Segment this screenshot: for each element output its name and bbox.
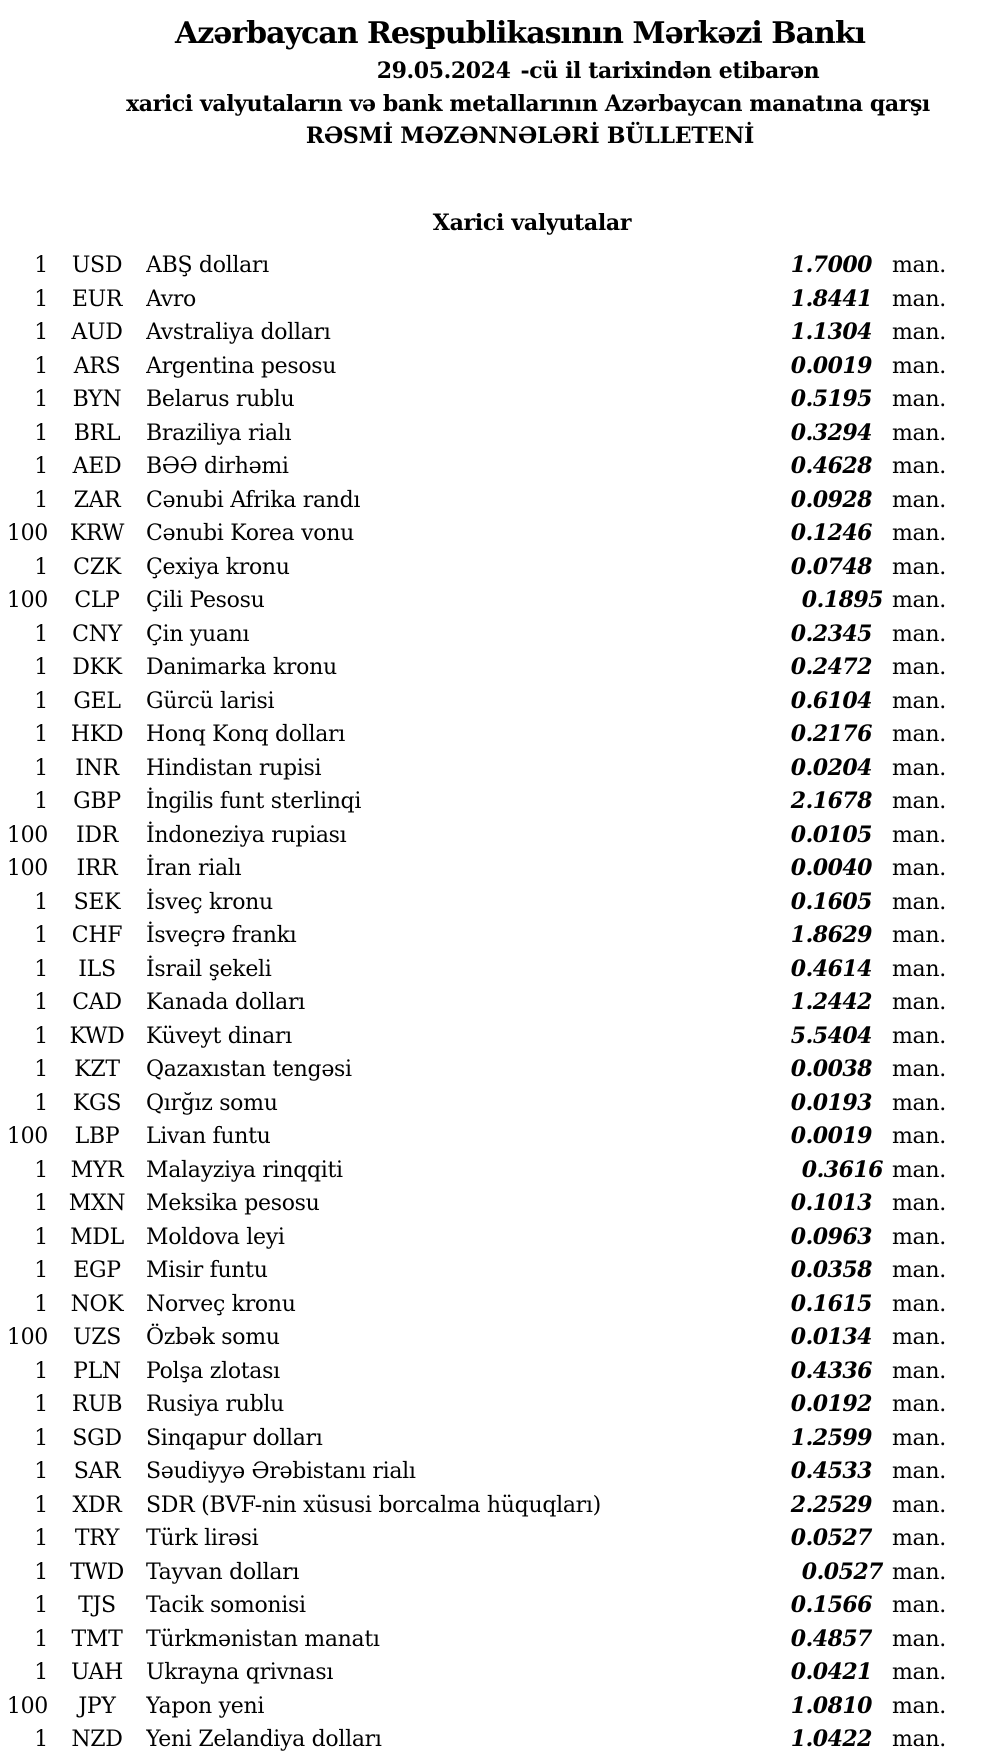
- currency-name: İsveç kronu: [146, 889, 273, 915]
- nominal: 1: [34, 1291, 48, 1317]
- rate-value: 0.0928: [790, 486, 872, 513]
- currency-name: Malayziya rinqqiti: [146, 1157, 343, 1183]
- rate-row: [0, 1455, 1000, 1489]
- nominal: 1: [34, 889, 48, 915]
- rate-unit: man.: [892, 655, 946, 680]
- currency-code: KZT: [74, 1057, 120, 1082]
- rate-row: [0, 1522, 1000, 1556]
- rate-unit: man.: [892, 956, 946, 982]
- nominal: 100: [6, 588, 48, 613]
- rate-value: 0.1013: [790, 1190, 872, 1216]
- currency-name: Meksika pesosu: [146, 1191, 320, 1216]
- rate-row: [0, 1254, 1000, 1288]
- rate-unit: man.: [892, 487, 946, 513]
- nominal: 100: [6, 822, 48, 848]
- currency-name: Türkmənistan manatı: [146, 1626, 380, 1652]
- currency-code: EUR: [71, 286, 123, 312]
- exchange-rates-table: [0, 249, 1000, 1757]
- currency-name: ABŞ dolları: [146, 253, 269, 278]
- rate-value: 0.3616: [801, 1156, 883, 1183]
- rate-unit: man.: [892, 1660, 946, 1685]
- rate-value: 1.7000: [790, 252, 872, 278]
- currency-code: USD: [71, 253, 123, 278]
- currency-code: JPY: [78, 1693, 116, 1719]
- rate-row: [0, 249, 1000, 283]
- currency-code: RUB: [71, 1392, 123, 1417]
- rate-row: [0, 1154, 1000, 1188]
- currency-name: İngilis funt sterlinqi: [146, 789, 362, 814]
- currency-code: XDR: [72, 1492, 122, 1518]
- rate-unit: man.: [892, 822, 946, 848]
- rate-row: [0, 1087, 1000, 1121]
- rate-value: 0.0204: [790, 754, 872, 781]
- currency-name: Türk lirəsi: [146, 1526, 259, 1551]
- currency-code: SAR: [73, 1459, 121, 1484]
- rate-row: [0, 1556, 1000, 1590]
- currency-code: MDL: [70, 1224, 124, 1250]
- currency-code: BYN: [72, 387, 122, 412]
- rate-row: [0, 919, 1000, 953]
- nominal: 1: [34, 286, 48, 312]
- rate-unit: man.: [892, 1693, 946, 1719]
- currency-code: TJS: [78, 1593, 116, 1618]
- rate-unit: man.: [892, 1492, 946, 1518]
- rate-value: 0.0019: [790, 352, 872, 379]
- currency-name: Yapon yeni: [146, 1693, 265, 1719]
- currency-code: UZS: [73, 1325, 121, 1350]
- rate-row: [0, 986, 1000, 1020]
- rate-value: 0.4614: [790, 955, 872, 982]
- rate-value: 1.2442: [790, 989, 872, 1015]
- rate-row: [0, 819, 1000, 853]
- rate-value: 1.2599: [790, 1424, 872, 1451]
- currency-name: İran rialı: [146, 856, 242, 881]
- rate-value: 0.1246: [790, 520, 872, 546]
- section-title-foreign-currencies: Xarici valyutalar: [432, 210, 632, 236]
- rate-value: 0.2345: [790, 620, 872, 647]
- currency-code: PLN: [73, 1358, 121, 1384]
- currency-name: Tayvan dolları: [146, 1559, 300, 1585]
- rate-unit: man.: [892, 320, 946, 345]
- nominal: 100: [6, 1124, 48, 1149]
- nominal: 1: [34, 420, 48, 446]
- nominal: 1: [34, 1526, 48, 1551]
- rate-value: 0.0105: [790, 821, 872, 848]
- currency-code: TRY: [74, 1526, 120, 1551]
- rate-unit: man.: [892, 1291, 946, 1317]
- rate-row: [0, 1120, 1000, 1154]
- rate-value: 1.8441: [790, 285, 872, 312]
- rate-unit: man.: [892, 1057, 946, 1082]
- currency-code: MYR: [70, 1157, 124, 1183]
- rate-unit: man.: [892, 521, 946, 546]
- currency-code: KRW: [69, 521, 125, 546]
- currency-name: İndoneziya rupiası: [146, 822, 347, 848]
- rate-unit: man.: [892, 1325, 946, 1350]
- rate-value: 2.1678: [790, 788, 872, 814]
- nominal: 1: [34, 253, 48, 278]
- rate-unit: man.: [892, 1593, 946, 1618]
- currency-name: BƏƏ dirhəmi: [146, 454, 289, 479]
- rate-unit: man.: [892, 454, 946, 479]
- rate-value: 0.4533: [790, 1458, 872, 1484]
- rate-row: [0, 718, 1000, 752]
- currency-code: IDR: [76, 822, 118, 848]
- rate-row: [0, 551, 1000, 585]
- nominal: 1: [34, 1358, 48, 1384]
- nominal: 1: [34, 1258, 48, 1283]
- nominal: 1: [34, 1660, 48, 1685]
- rate-unit: man.: [892, 688, 946, 714]
- currency-code: EGP: [73, 1258, 121, 1283]
- nominal: 1: [34, 320, 48, 345]
- rate-value: 5.5404: [790, 1022, 872, 1049]
- rate-value: 0.0192: [790, 1391, 872, 1417]
- currency-name: Ukrayna qrivnası: [146, 1660, 334, 1685]
- rate-value: 0.0038: [790, 1056, 872, 1082]
- currency-name: Avro: [146, 286, 196, 312]
- rate-unit: man.: [892, 353, 946, 379]
- rate-row: [0, 417, 1000, 451]
- currency-code: CHF: [71, 923, 123, 948]
- rate-value: 0.6104: [790, 687, 872, 714]
- currency-code: BRL: [73, 420, 121, 446]
- currency-code: CNY: [72, 621, 122, 647]
- rate-row: [0, 1288, 1000, 1322]
- nominal: 1: [34, 1023, 48, 1049]
- currency-code: ARS: [73, 353, 121, 379]
- rate-value: 0.0421: [790, 1659, 872, 1685]
- rate-value: 0.4628: [790, 453, 872, 479]
- nominal: 1: [34, 990, 48, 1015]
- currency-name: Çin yuanı: [146, 621, 250, 647]
- rate-row: [0, 584, 1000, 618]
- currency-code: IRR: [76, 856, 118, 881]
- rate-row: [0, 953, 1000, 987]
- rate-unit: man.: [892, 1626, 946, 1652]
- bank-name-title: Azərbaycan Respublikasının Mərkəzi Bankı: [174, 16, 866, 51]
- nominal: 1: [34, 1593, 48, 1618]
- rate-row: [0, 1355, 1000, 1389]
- currency-name: Polşa zlotası: [146, 1358, 280, 1384]
- rate-row: [0, 618, 1000, 652]
- rate-unit: man.: [892, 1425, 946, 1451]
- currency-code: HKD: [70, 722, 124, 747]
- nominal: 1: [34, 1459, 48, 1484]
- rate-unit: man.: [892, 621, 946, 647]
- rate-unit: man.: [892, 387, 946, 412]
- currency-code: GEL: [73, 688, 121, 714]
- rate-unit: man.: [892, 1224, 946, 1250]
- rate-value: 0.4336: [790, 1357, 872, 1384]
- rate-unit: man.: [892, 1157, 946, 1183]
- nominal: 1: [34, 956, 48, 982]
- currency-code: SGD: [72, 1425, 122, 1451]
- nominal: 1: [34, 1157, 48, 1183]
- nominal: 1: [34, 1057, 48, 1082]
- nominal: 1: [34, 1727, 48, 1752]
- currency-code: KWD: [69, 1023, 125, 1049]
- currency-name: Çexiya kronu: [146, 554, 290, 580]
- rate-unit: man.: [892, 1258, 946, 1283]
- rate-value: 0.3294: [790, 419, 872, 446]
- currency-name: Braziliya rialı: [146, 420, 292, 446]
- currency-code: UAH: [70, 1660, 124, 1685]
- nominal: 1: [34, 1492, 48, 1518]
- rate-row: [0, 1221, 1000, 1255]
- rate-value: 0.0527: [790, 1525, 872, 1551]
- rate-row: [0, 484, 1000, 518]
- currency-name: Cənubi Afrika randı: [146, 487, 361, 513]
- nominal: 1: [34, 1559, 48, 1585]
- rate-row: [0, 450, 1000, 484]
- rate-row: [0, 651, 1000, 685]
- currency-code: MXN: [68, 1191, 126, 1216]
- rate-row: [0, 1020, 1000, 1054]
- nominal: 1: [34, 1626, 48, 1652]
- nominal: 100: [6, 521, 48, 546]
- rate-value: 0.1566: [790, 1592, 872, 1618]
- rate-row: [0, 785, 1000, 819]
- rate-value: 0.0040: [790, 855, 872, 881]
- rate-unit: man.: [892, 420, 946, 446]
- currency-name: Argentina pesosu: [146, 353, 337, 379]
- currency-name: Kanada dolları: [146, 990, 305, 1015]
- currency-name: Küveyt dinarı: [146, 1023, 292, 1049]
- currency-name: Yeni Zelandiya dolları: [146, 1727, 382, 1752]
- currency-name: Misir funtu: [146, 1258, 268, 1283]
- currency-code: SEK: [73, 889, 121, 915]
- bulletin-subtitle: xarici valyutaların və bank metallarının Azərbaycan manatına qarşı: [126, 91, 930, 117]
- rate-unit: man.: [892, 253, 946, 278]
- currency-name: Norveç kronu: [146, 1291, 296, 1317]
- currency-code: INR: [75, 755, 119, 781]
- rate-unit: man.: [892, 1392, 946, 1417]
- rate-row: [0, 517, 1000, 551]
- nominal: 100: [6, 1693, 48, 1719]
- nominal: 1: [34, 1392, 48, 1417]
- rate-unit: man.: [892, 1459, 946, 1484]
- rate-unit: man.: [892, 1191, 946, 1216]
- rate-value: 0.4857: [790, 1625, 872, 1652]
- currency-code: KGS: [72, 1090, 122, 1116]
- currency-name: Rusiya rublu: [146, 1392, 284, 1417]
- currency-code: CZK: [73, 554, 121, 580]
- rate-unit: man.: [892, 856, 946, 881]
- currency-code: ILS: [78, 956, 116, 982]
- rate-value: 0.2176: [790, 721, 872, 747]
- nominal: 1: [34, 621, 48, 647]
- currency-name: Sinqapur dolları: [146, 1425, 323, 1451]
- currency-code: CLP: [74, 588, 120, 613]
- rate-value: 0.1895: [801, 587, 883, 613]
- rate-value: 1.0810: [790, 1692, 872, 1719]
- currency-name: Moldova leyi: [146, 1224, 285, 1250]
- rate-unit: man.: [892, 1023, 946, 1049]
- rate-unit: man.: [892, 1727, 946, 1752]
- rate-value: 0.0748: [790, 553, 872, 580]
- rate-value: 1.8629: [790, 922, 872, 948]
- nominal: 1: [34, 1224, 48, 1250]
- nominal: 1: [34, 655, 48, 680]
- rate-value: 0.0134: [790, 1324, 872, 1350]
- nominal: 1: [34, 688, 48, 714]
- currency-code: GBP: [73, 789, 121, 814]
- rate-unit: man.: [892, 588, 946, 613]
- rate-value: 0.0019: [790, 1123, 872, 1149]
- nominal: 100: [6, 1325, 48, 1350]
- effective-date: 29.05.2024: [376, 58, 511, 84]
- rate-row: [0, 1690, 1000, 1724]
- rate-row: [0, 350, 1000, 384]
- rate-unit: man.: [892, 1358, 946, 1384]
- currency-name: Səudiyyə Ərəbistanı rialı: [146, 1459, 416, 1484]
- nominal: 1: [34, 554, 48, 580]
- nominal: 1: [34, 353, 48, 379]
- currency-code: TWD: [69, 1559, 125, 1585]
- rate-unit: man.: [892, 789, 946, 814]
- currency-code: DKK: [72, 655, 122, 680]
- currency-name: Belarus rublu: [146, 387, 295, 412]
- rate-unit: man.: [892, 889, 946, 915]
- currency-name: Çili Pesosu: [146, 588, 265, 613]
- rate-value: 0.0527: [801, 1558, 883, 1585]
- rate-value: 0.0358: [790, 1257, 872, 1283]
- rate-value: 0.0193: [790, 1089, 872, 1116]
- rate-row: [0, 752, 1000, 786]
- currency-code: ZAR: [73, 487, 121, 513]
- currency-name: Avstraliya dolları: [146, 320, 331, 345]
- rate-row: [0, 283, 1000, 317]
- rate-row: [0, 1656, 1000, 1690]
- bulletin-title: RƏSMİ MƏZƏNNƏLƏRİ BÜLLETENİ: [305, 123, 755, 149]
- currency-name: İsveçrə frankı: [146, 923, 297, 948]
- currency-code: TMT: [71, 1626, 123, 1652]
- currency-name: Honq Konq dolları: [146, 722, 345, 747]
- rate-unit: man.: [892, 1124, 946, 1149]
- rate-row: [0, 1589, 1000, 1623]
- rate-row: [0, 316, 1000, 350]
- rate-row: [0, 1053, 1000, 1087]
- rate-value: 0.0963: [790, 1223, 872, 1250]
- currency-name: Danimarka kronu: [146, 655, 337, 680]
- rate-unit: man.: [892, 755, 946, 781]
- rate-value: 0.1605: [790, 888, 872, 915]
- currency-code: NOK: [70, 1291, 124, 1317]
- rate-unit: man.: [892, 990, 946, 1015]
- currency-name: Gürcü larisi: [146, 688, 275, 714]
- rate-value: 2.2529: [790, 1491, 872, 1518]
- rate-row: [0, 1187, 1000, 1221]
- currency-name: Tacik somonisi: [146, 1593, 306, 1618]
- rate-value: 0.5195: [790, 386, 872, 412]
- nominal: 100: [6, 856, 48, 881]
- currency-name: Qazaxıstan tengəsi: [146, 1057, 352, 1082]
- rate-row: [0, 1723, 1000, 1757]
- currency-name: Özbək somu: [146, 1325, 280, 1350]
- rate-row: [0, 886, 1000, 920]
- currency-code: LBP: [74, 1124, 120, 1149]
- rate-row: [0, 1489, 1000, 1523]
- nominal: 1: [34, 487, 48, 513]
- rate-unit: man.: [892, 286, 946, 312]
- nominal: 1: [34, 387, 48, 412]
- currency-name: Hindistan rupisi: [146, 755, 322, 781]
- effective-date-suffix: -cü il tarixindən etibarən: [520, 58, 820, 84]
- rate-unit: man.: [892, 923, 946, 948]
- rate-value: 1.1304: [790, 319, 872, 345]
- rate-row: [0, 383, 1000, 417]
- rate-row: [0, 1422, 1000, 1456]
- nominal: 1: [34, 755, 48, 781]
- rate-unit: man.: [892, 554, 946, 580]
- effective-date-line: [98, 58, 1000, 84]
- rate-unit: man.: [892, 1559, 946, 1585]
- currency-name: Cənubi Korea vonu: [146, 521, 354, 546]
- rate-value: 0.1615: [790, 1290, 872, 1317]
- nominal: 1: [34, 1191, 48, 1216]
- rate-row: [0, 1321, 1000, 1355]
- nominal: 1: [34, 789, 48, 814]
- currency-code: CAD: [72, 990, 122, 1015]
- rate-row: [0, 685, 1000, 719]
- currency-name: SDR (BVF-nin xüsusi borcalma hüquqları): [146, 1492, 601, 1518]
- rate-row: [0, 1388, 1000, 1422]
- nominal: 1: [34, 923, 48, 948]
- rate-row: [0, 1623, 1000, 1657]
- currency-code: AED: [72, 454, 122, 479]
- currency-name: Qırğız somu: [146, 1090, 278, 1116]
- rate-unit: man.: [892, 1090, 946, 1116]
- currency-name: Livan funtu: [146, 1124, 271, 1149]
- rate-unit: man.: [892, 722, 946, 747]
- rate-value: 1.0422: [790, 1726, 872, 1752]
- rate-unit: man.: [892, 1526, 946, 1551]
- nominal: 1: [34, 454, 48, 479]
- nominal: 1: [34, 1425, 48, 1451]
- nominal: 1: [34, 722, 48, 747]
- currency-code: AUD: [71, 320, 123, 345]
- currency-name: İsrail şekeli: [146, 956, 272, 982]
- rate-row: [0, 852, 1000, 886]
- nominal: 1: [34, 1090, 48, 1116]
- rate-value: 0.2472: [790, 654, 872, 680]
- currency-code: NZD: [71, 1727, 123, 1752]
